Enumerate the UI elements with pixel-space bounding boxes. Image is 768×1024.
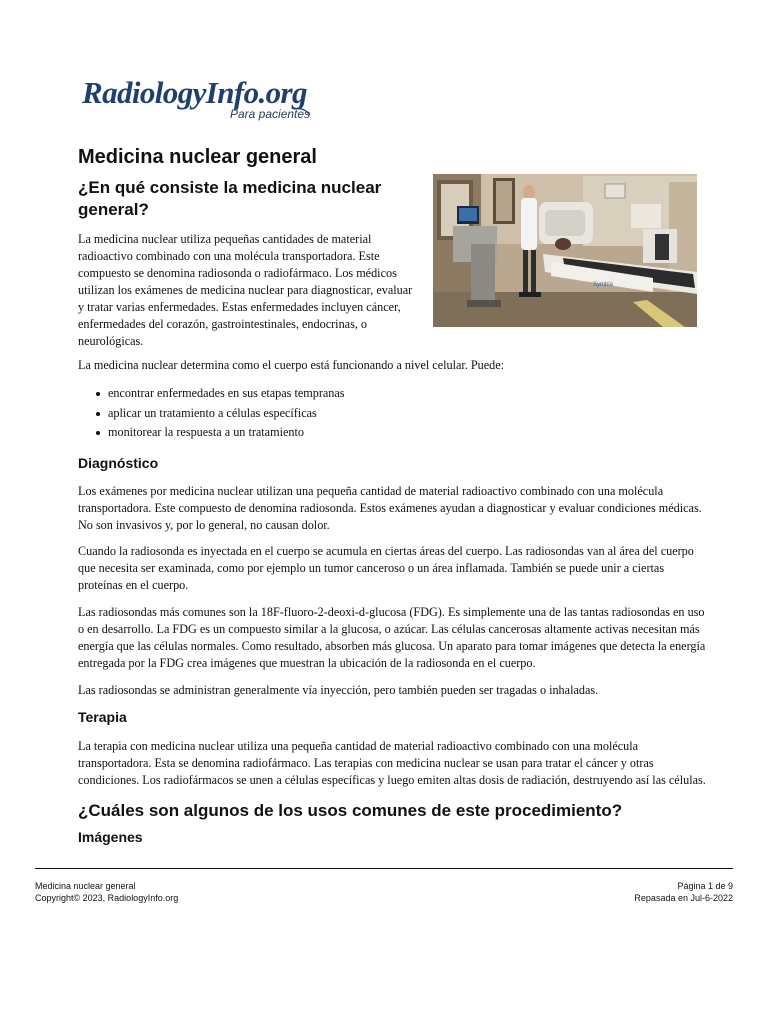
diagnostico-paragraph-2: Cuando la radiosonda es inyectada en el cuerpo se acumula en ciertas áreas del cuerpo. Las radiosondas van al área del cuerpo que necesita ser examinada, como por ejemplo un tumor canceroso o un área inflamada. También se puede unir a ciertas proteínas en el cuerpo. <box>78 544 694 592</box>
footer-copyright: Copyright© 2023, RadiologyInfo.org <box>35 893 179 903</box>
section-heading-what-is: ¿En qué consiste la medicina nuclear general? <box>78 178 382 219</box>
list-item: encontrar enfermedades en sus etapas tempranas <box>96 384 345 404</box>
logo-wordmark: RadiologyInfo.org <box>82 75 307 110</box>
logo-tagline: Para pacientes <box>230 107 311 121</box>
capabilities-list <box>96 384 345 443</box>
logo-swoosh-icon <box>292 106 312 120</box>
footer-divider <box>35 868 733 869</box>
terapia-paragraph: La terapia con medicina nuclear utiliza una pequeña cantidad de material radioactivo combinado con una molécula transportadora. Esta se denomina radiofármaco. Las terapias con medicina nuclear se usan para tratar el cáncer y otras condiciones. Los radiofármacos se unen a células específicas y luego emiten altas dosis de radiación, destruyendo así las células. <box>78 739 706 787</box>
diagnostico-paragraph-4: Las radiosondas se administran generalmente vía inyección, pero también pueden ser tragadas o inhaladas. <box>78 683 599 697</box>
section-heading-usos: ¿Cuáles son algunos de los usos comunes de este procedimiento? <box>78 801 623 820</box>
subheading-diagnostico: Diagnóstico <box>78 455 159 471</box>
site-logo[interactable] <box>82 75 311 121</box>
intro-paragraph: La medicina nuclear utiliza pequeñas cantidades de material radioactivo combinado con una molécula transportadora. Este compuesto se denomina radiosonda o radiofármaco. Los médicos utilizan los exámenes de medicina nuclear para diagnosticar, evaluar y tratar varias enfermedades. Estas enfermedades incluyen cáncer, enfermedades del corazón, gastrointestinales, endocrinas, o neurológicas. <box>78 232 413 348</box>
subheading-imagenes: Imágenes <box>78 829 143 845</box>
intro-paragraph-2: La medicina nuclear determina como el cuerpo está funcionando a nivel celular. Puede: <box>78 358 505 372</box>
svg-text:Symbia: Symbia <box>593 282 614 288</box>
list-item: monitorear la respuesta a un tratamiento <box>96 423 345 443</box>
nuclear-medicine-room-photo <box>433 174 697 327</box>
subheading-terapia: Terapia <box>78 709 127 725</box>
diagnostico-paragraph-1: Los exámenes por medicina nuclear utilizan una pequeña cantidad de material radioactivo combinado con una molécula transportadora. Este compuesto de denomina radiosonda. Estos exámenes ayudan a diagnosticar y evaluar condiciones médicas. No son invasivos y, por lo general, no causan dolor. <box>78 484 702 532</box>
page-title: Medicina nuclear general <box>78 146 317 168</box>
diagnostico-paragraph-3: Las radiosondas más comunes son la 18F-fluoro-2-deoxi-d-glucosa (FDG). Es simplemente una de las tantas radiosondas en uso o en desarrollo. La FDG es un compuesto similar a la glucosa, o azúcar. Las células cancerosas altamente activas necesitan más energía que las células normales. Como resultado, absorben más glucosa. Un aparato para tomar imágenes que detecta la energía entregada por la FDG crea imágenes que muestran la ubicación de la radiosonda en el cuerpo. <box>78 605 706 670</box>
footer-page-number: Página 1 de 9 <box>677 881 733 891</box>
list-item: aplicar un tratamiento a células específicas <box>96 404 345 424</box>
footer-reviewed-date: Repasada en Jul-6-2022 <box>634 893 733 903</box>
footer-doc-title: Medicina nuclear general <box>35 881 136 891</box>
